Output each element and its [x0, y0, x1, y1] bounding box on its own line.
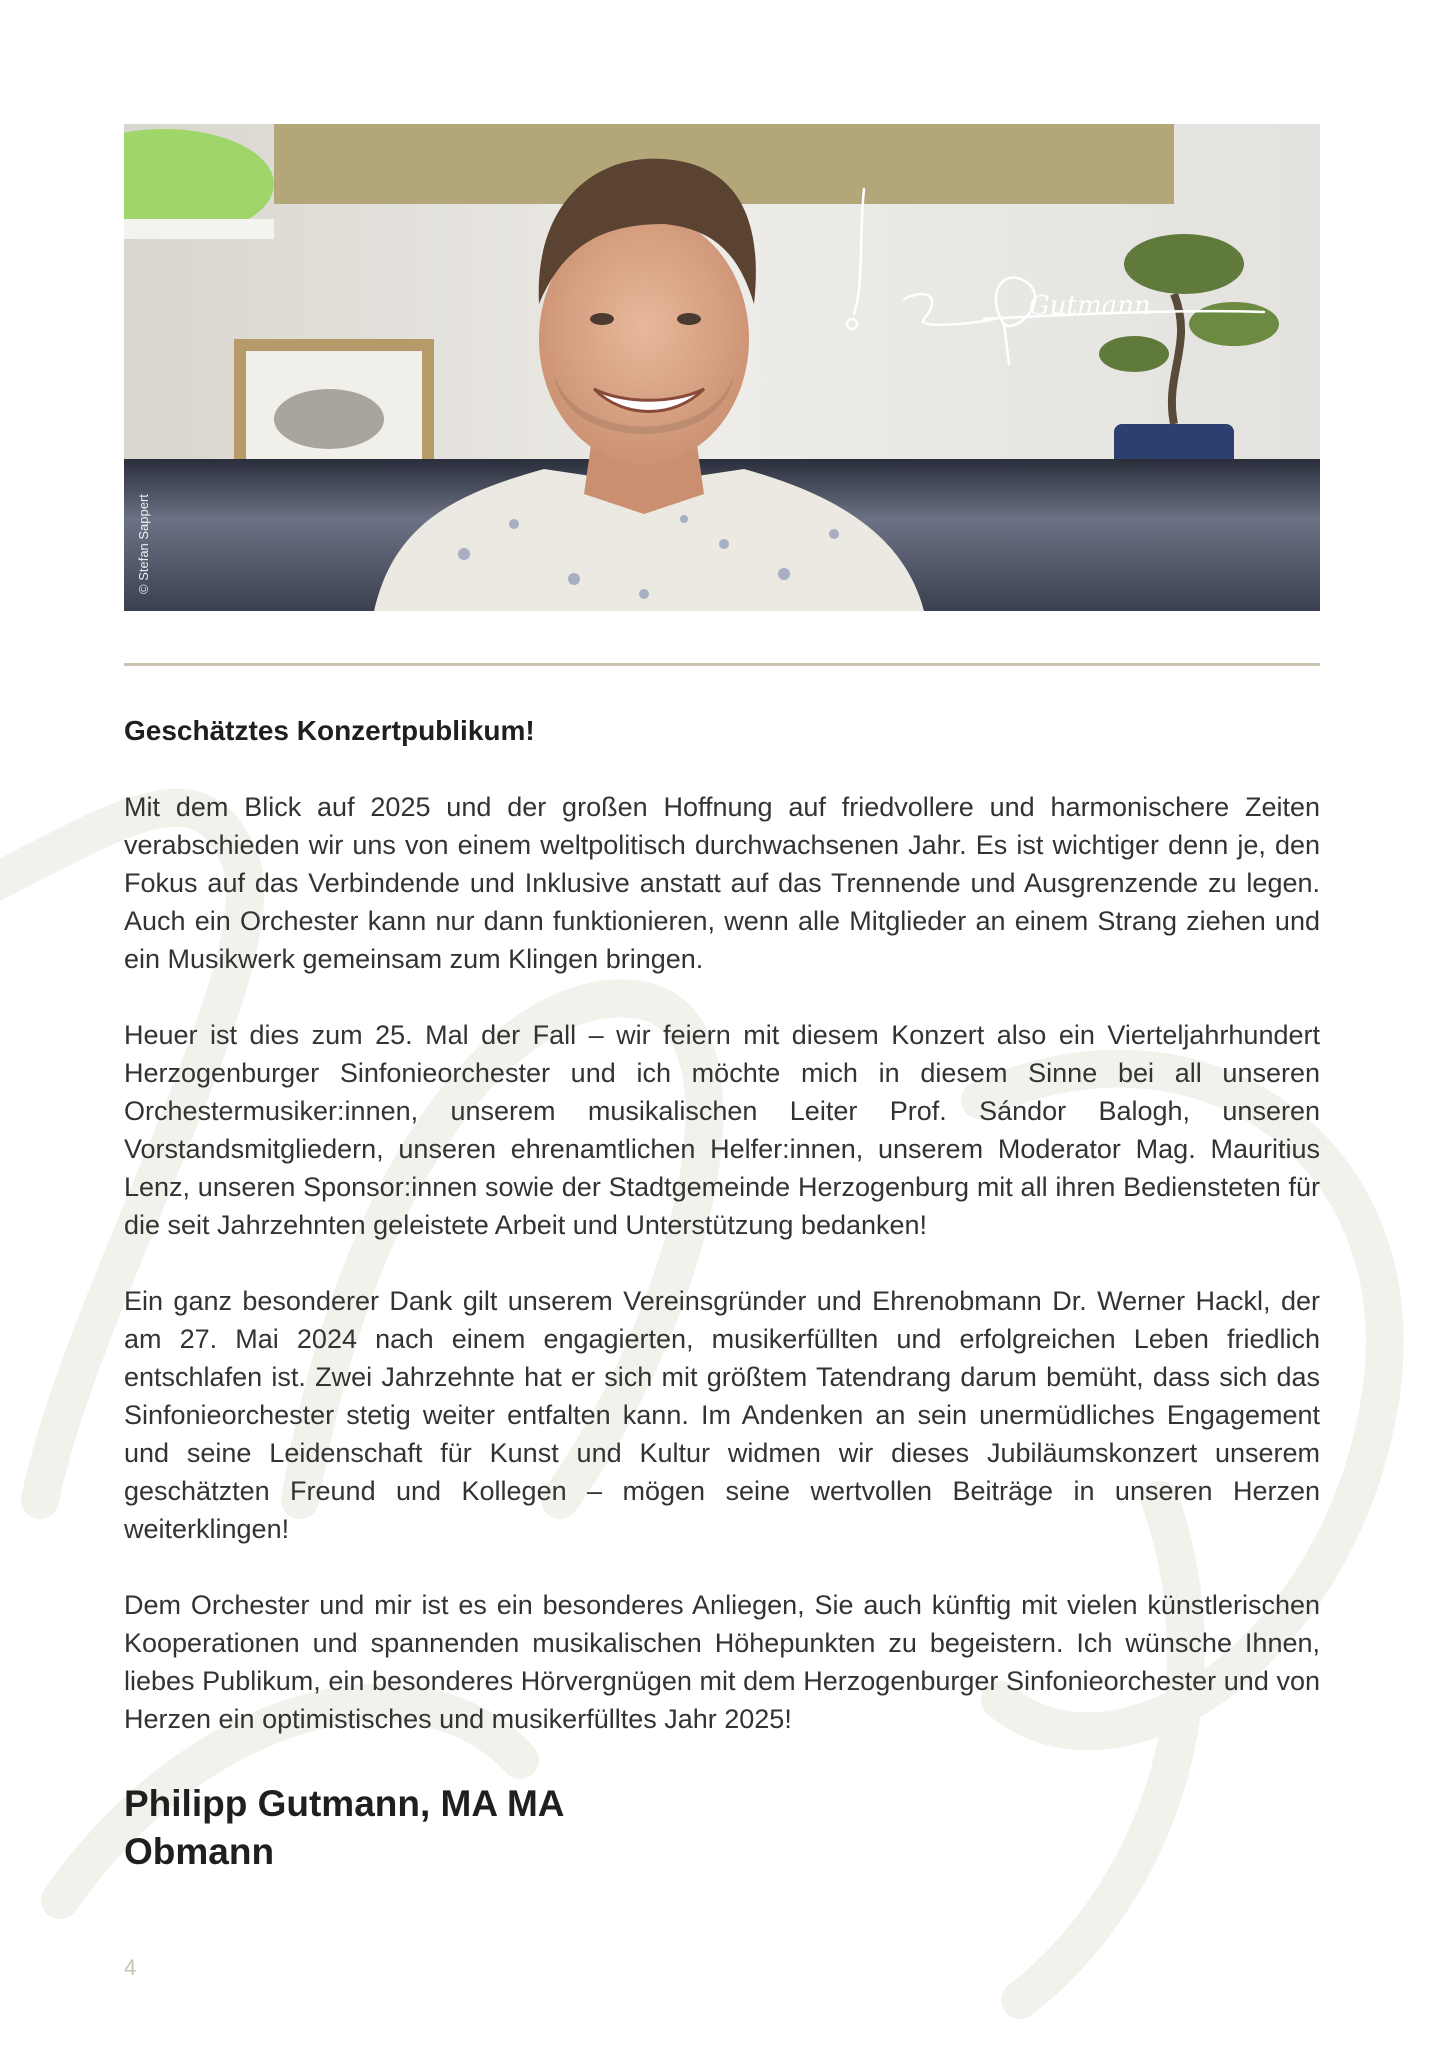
- paragraph-1: Mit dem Blick auf 2025 und der großen Hoffnung auf friedvollere und harmonischere Zeiten verabschieden wir uns von einem weltpolitisch durchwachsenen Jahr. Es ist wichtiger denn je, den Fokus auf das Verbindende und Inklusive anstatt auf das Trennende und Ausgrenzende zu legen. Auch ein Orchester kann nur dann funktionieren, wenn alle Mitglieder an einem Strang ziehen und ein Musikwerk gemeinsam zum Klingen bringen.: [124, 792, 1320, 974]
- signature-block: [124, 1780, 565, 1876]
- letter-body: [124, 712, 1320, 1776]
- signatory-role: Obmann: [124, 1831, 275, 1872]
- paragraph-2: Heuer ist dies zum 25. Mal der Fall – wir feiern mit diesem Konzert also ein Vierteljahrhundert Herzogenburger Sinfonieorchester und ich möchte mich in diesem Sinne bei all unseren Orchestermusiker:innen, unserem musikalischen Leiter Prof. Sándor Balogh, unseren Vorstandsmitgliedern, unseren ehrenamtlichen Helfer:innen, unserem Moderator Mag. Mauritius Lenz, unseren Sponsor:innen sowie der Stadtgemeinde Herzogenburg mit all ihren Bediensteten für die seit Jahrzehnten geleistete Arbeit und Unterstützung bedanken!: [124, 1020, 1320, 1240]
- svg-text:Gutmann: Gutmann: [1029, 291, 1151, 321]
- photo-credit: © Stefan Sappert: [136, 494, 151, 594]
- greeting: Geschätztes Konzertpublikum!: [124, 715, 535, 746]
- paragraph-4: Dem Orchester und mir ist es ein besonderes Anliegen, Sie auch künftig mit vielen künstlerischen Kooperationen und spannenden musikalischen Höhepunkten zu begeistern. Ich wünsche Ihnen, liebes Publikum, ein besonderes Hörvergnügen mit dem Herzogenburger Sinfonieorchester und von Herzen ein optimistisches und musikerfülltes Jahr 2025!: [124, 1590, 1320, 1734]
- page-number: 4: [124, 1955, 137, 1980]
- signatory-name: Philipp Gutmann, MA MA: [124, 1783, 565, 1824]
- paragraph-3: Ein ganz besonderer Dank gilt unserem Vereinsgründer und Ehrenobmann Dr. Werner Hackl, der am 27. Mai 2024 nach einem engagierten, musikerfüllten und erfolgreichen Leben friedlich entschlafen ist. Zwei Jahrzehnte hat er sich mit größtem Tatendrang darum bemüht, dass sich das Sinfonieorchester stetig weiter entfalten kann. Im Andenken an sein unermüdliches Engagement und seine Leidenschaft für Kunst und Kultur widmen wir dieses Jubiläumskonzert unserem geschätzten Freund und Kollegen – mögen seine wertvollen Beiträge in unseren Herzen weiterklingen!: [124, 1286, 1320, 1544]
- portrait-illustration: [124, 124, 1320, 611]
- divider-rule: [124, 663, 1320, 666]
- header-photo: [124, 124, 1320, 611]
